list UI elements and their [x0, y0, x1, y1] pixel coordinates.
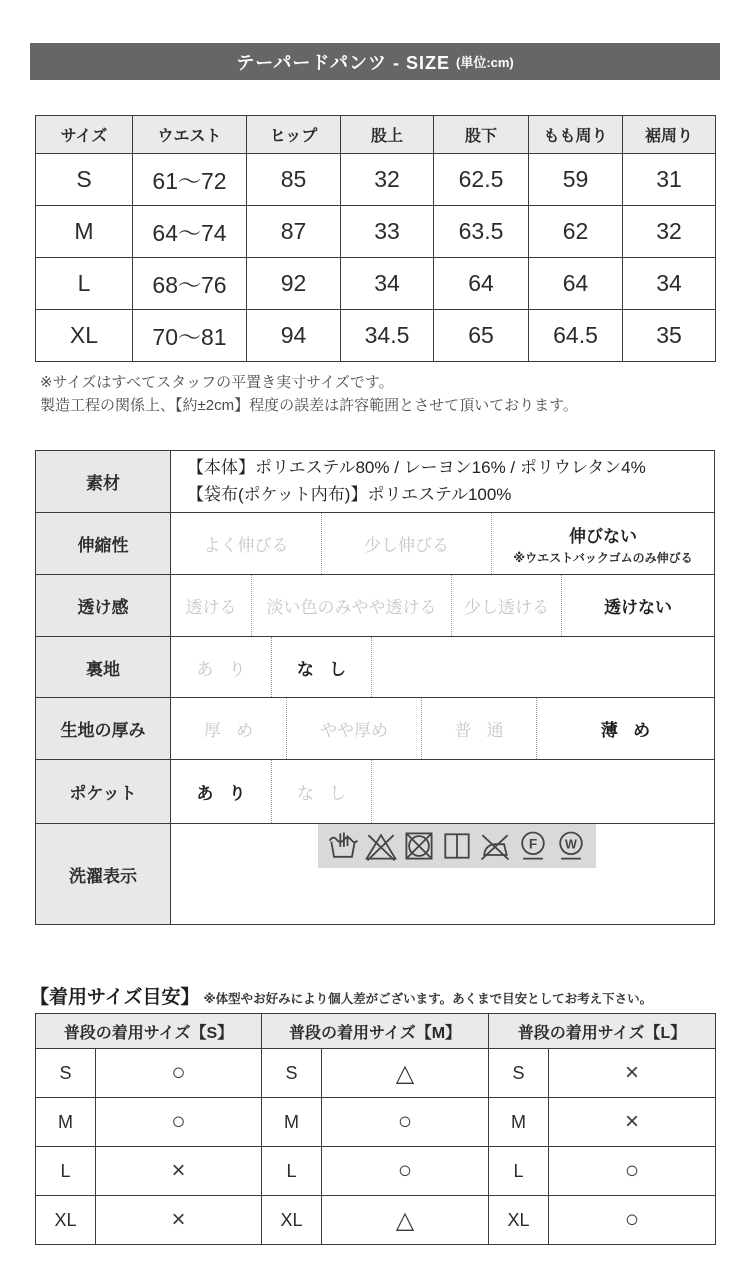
fit-mark: ○	[96, 1049, 262, 1098]
size-notes	[40, 372, 710, 417]
lining-option-inactive: あり	[196, 659, 261, 679]
cell-value: 68〜76	[133, 258, 247, 310]
fit-size-label: L	[262, 1147, 322, 1196]
fit-size-label: S	[36, 1049, 96, 1098]
svg-text:F: F	[528, 836, 537, 852]
thickness-option-inactive: やや厚め	[286, 698, 421, 759]
wet-clean-gentle-icon	[553, 828, 589, 864]
cell-value: 62	[529, 206, 623, 258]
cell-value: 64	[434, 258, 529, 310]
table-row	[36, 1147, 716, 1196]
do-not-tumble-dry-icon	[401, 828, 437, 864]
fit-size-label: L	[489, 1147, 549, 1196]
fit-mark: ×	[549, 1098, 716, 1147]
cell-value: 63.5	[434, 206, 529, 258]
cell-value: 64.5	[529, 310, 623, 362]
size-note-line1: ※サイズはすべてスタッフの平置き実寸サイズです。	[40, 374, 394, 391]
table-row	[36, 1196, 716, 1245]
hand-wash-icon	[325, 828, 361, 864]
fit-size-label: S	[489, 1049, 549, 1098]
table-row	[36, 1098, 716, 1147]
stretch-note: ※ウエストバックゴムのみ伸びる	[513, 550, 693, 565]
cell-value: 87	[247, 206, 341, 258]
lining-empty-cell	[371, 637, 714, 697]
stretch-option-inactive: よく伸びる	[203, 536, 289, 555]
fit-guide-heading-row	[30, 982, 720, 1009]
pocket-option-inactive: なし	[271, 760, 371, 823]
stretch-selected-value: 伸びない	[569, 526, 637, 546]
thickness-option-inactive: 普通	[421, 698, 536, 759]
fit-guide-note: ※体型やお好みにより個人差がございます。あくまで目安としてお考え下さい。	[203, 992, 653, 1006]
col-header-waist: ウエスト	[133, 116, 247, 154]
spec-row-lining	[36, 636, 714, 697]
svg-text:W: W	[564, 837, 577, 852]
fit-guide-heading: 【着用サイズ目安】	[30, 987, 200, 1008]
size-label: S	[36, 154, 133, 206]
fit-mark: ○	[96, 1098, 262, 1147]
spec-label-thickness: 生地の厚み	[36, 698, 171, 759]
page-title: テーパードパンツ - SIZE	[236, 52, 450, 73]
lining-option-active: なし	[271, 637, 371, 697]
col-header-rise: 股上	[341, 116, 434, 154]
fit-mark: ×	[549, 1049, 716, 1098]
do-not-bleach-icon	[363, 828, 399, 864]
pocket-option-active: あり	[196, 784, 261, 803]
fit-size-label: XL	[262, 1196, 322, 1245]
spec-label-sheer: 透け感	[36, 575, 171, 636]
size-measurement-table	[35, 115, 716, 362]
care-symbols	[171, 824, 714, 924]
fit-group-header-l: 普段の着用サイズ【L】	[489, 1014, 716, 1049]
dry-clean-petroleum-gentle-icon	[515, 828, 551, 864]
table-row	[36, 154, 716, 206]
cell-value: 61〜72	[133, 154, 247, 206]
fit-size-label: M	[262, 1098, 322, 1147]
spec-row-stretch	[36, 512, 714, 574]
cell-value: 34	[341, 258, 434, 310]
sheer-option-inactive: 透ける	[185, 598, 237, 617]
cell-value: 34.5	[341, 310, 434, 362]
fit-mark: ○	[322, 1147, 489, 1196]
fit-size-label: L	[36, 1147, 96, 1196]
material-value	[171, 451, 714, 512]
col-header-hem: 裾周り	[623, 116, 716, 154]
cell-value: 32	[623, 206, 716, 258]
thickness-option-active: 薄め	[536, 698, 714, 759]
col-header-size: サイズ	[36, 116, 133, 154]
fit-mark: △	[322, 1196, 489, 1245]
sheer-option-inactive: 少し透ける	[451, 575, 561, 636]
stretch-option-inactive: 少し伸びる	[321, 513, 491, 574]
care-label-strip	[318, 824, 596, 868]
fit-mark: ×	[96, 1196, 262, 1245]
spec-row-pocket	[36, 759, 714, 823]
spec-row-material	[36, 451, 714, 512]
cell-value: 85	[247, 154, 341, 206]
table-row	[36, 1049, 716, 1098]
cell-value: 33	[341, 206, 434, 258]
material-line2: 【袋布(ポケット内布)】ポリエステル100%	[187, 484, 512, 504]
stretch-option-active	[491, 513, 714, 574]
col-header-hip: ヒップ	[247, 116, 341, 154]
do-not-iron-icon	[477, 828, 513, 864]
cell-value: 92	[247, 258, 341, 310]
sheer-option-inactive: 淡い色のみやや透ける	[251, 575, 451, 636]
spec-row-thickness	[36, 697, 714, 759]
fit-size-label: M	[489, 1098, 549, 1147]
material-line1: 【本体】ポリエステル80% / レーヨン16% / ポリウレタン4%	[187, 458, 646, 478]
spec-table	[35, 450, 715, 925]
size-label: M	[36, 206, 133, 258]
fit-mark: ○	[549, 1147, 716, 1196]
cell-value: 70〜81	[133, 310, 247, 362]
thickness-option-inactive: 厚め	[203, 721, 269, 740]
table-row	[36, 310, 716, 362]
cell-value: 64〜74	[133, 206, 247, 258]
fit-mark: ×	[96, 1147, 262, 1196]
spec-label-lining: 裏地	[36, 637, 171, 697]
fit-guide-table	[35, 1013, 716, 1245]
size-label: L	[36, 258, 133, 310]
cell-value: 65	[434, 310, 529, 362]
fit-size-label: XL	[36, 1196, 96, 1245]
cell-value: 59	[529, 154, 623, 206]
col-header-inseam: 股下	[434, 116, 529, 154]
cell-value: 94	[247, 310, 341, 362]
fit-mark: ○	[549, 1196, 716, 1245]
pocket-empty-cell	[371, 760, 714, 823]
size-table-header-row	[36, 116, 716, 154]
fit-size-label: XL	[489, 1196, 549, 1245]
col-header-thigh: もも周り	[529, 116, 623, 154]
fit-size-label: S	[262, 1049, 322, 1098]
spec-label-stretch: 伸縮性	[36, 513, 171, 574]
cell-value: 31	[623, 154, 716, 206]
cell-value: 34	[623, 258, 716, 310]
cell-value: 32	[341, 154, 434, 206]
spec-label-pocket: ポケット	[36, 760, 171, 823]
size-label: XL	[36, 310, 133, 362]
page-title-bar	[30, 43, 720, 80]
table-row	[36, 258, 716, 310]
sheer-option-active: 透けない	[561, 575, 714, 636]
table-row	[36, 206, 716, 258]
fit-table-header-row	[36, 1014, 716, 1049]
spec-row-care	[36, 823, 714, 924]
cell-value: 35	[623, 310, 716, 362]
page-title-unit: (単位:cm)	[455, 55, 514, 70]
fit-group-header-m: 普段の着用サイズ【M】	[262, 1014, 489, 1049]
spec-label-care: 洗濯表示	[36, 824, 171, 924]
fit-mark: △	[322, 1049, 489, 1098]
fit-group-header-s: 普段の着用サイズ【S】	[36, 1014, 262, 1049]
size-note-line2: 製造工程の関係上、【約±2cm】程度の誤差は許容範囲とさせて頂いております。	[40, 396, 578, 414]
fit-size-label: M	[36, 1098, 96, 1147]
cell-value: 62.5	[434, 154, 529, 206]
spec-label-material: 素材	[36, 451, 171, 512]
line-dry-icon	[439, 828, 475, 864]
spec-row-sheer	[36, 574, 714, 636]
fit-mark: ○	[322, 1098, 489, 1147]
cell-value: 64	[529, 258, 623, 310]
